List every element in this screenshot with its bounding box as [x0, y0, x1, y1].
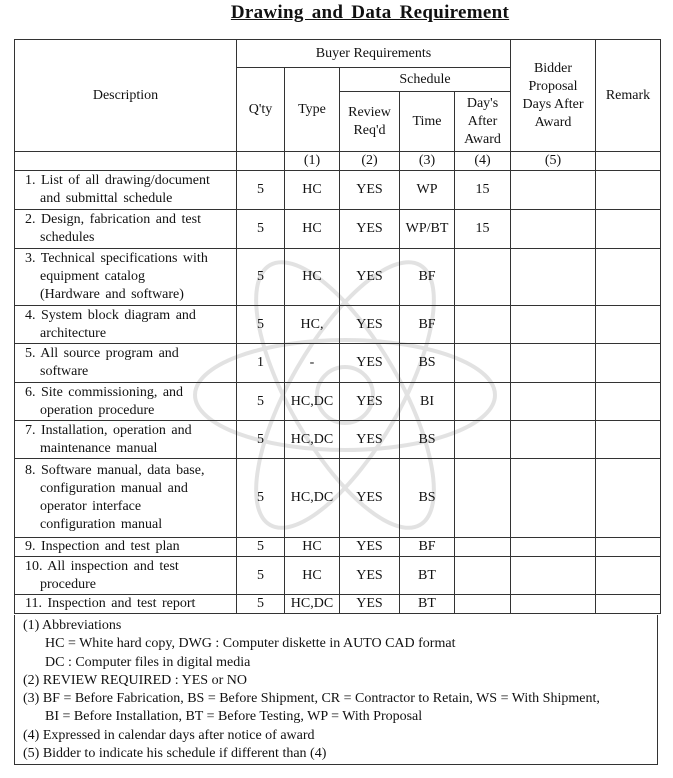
row-qty: 5 — [237, 306, 285, 344]
row-qty: 5 — [237, 595, 285, 614]
row-time: WP/BT — [400, 210, 455, 249]
note-2: (2) REVIEW REQUIRED : YES or NO — [23, 672, 247, 688]
row-remark — [596, 383, 661, 421]
row-bidder — [511, 249, 596, 306]
row-remark — [596, 595, 661, 614]
row-type: HC — [285, 249, 340, 306]
row-description — [15, 557, 237, 595]
row-time: BF — [400, 538, 455, 557]
note-3: (3) BF = Before Fabrication, BS = Before Shipment, CR = Contractor to Retain, WS = With Shipment, — [23, 691, 600, 707]
row-description — [15, 210, 237, 249]
row-type: HC, — [285, 306, 340, 344]
row-time: BS — [400, 344, 455, 383]
row-type: HC — [285, 538, 340, 557]
description-line: procedure — [40, 576, 96, 592]
header-buyer-requirements: Buyer Requirements — [237, 40, 511, 68]
col-num-2: (2) — [340, 152, 400, 171]
description-line: schedules — [40, 230, 95, 245]
table-row — [15, 557, 661, 595]
row-remark — [596, 306, 661, 344]
notes-box — [14, 615, 658, 765]
row-days — [455, 459, 511, 538]
row-bidder — [511, 595, 596, 614]
row-remark — [596, 344, 661, 383]
note-1: (1) Abbreviations — [23, 618, 122, 633]
row-review: YES — [340, 459, 400, 538]
row-description — [15, 459, 237, 538]
table-row — [15, 344, 661, 383]
description-line: operator interface — [40, 499, 142, 514]
row-bidder — [511, 344, 596, 383]
description-line: configuration manual — [40, 517, 163, 532]
col-num-1: (1) — [285, 152, 340, 171]
row-qty: 5 — [237, 249, 285, 306]
header-bidder-proposal: Bidder Proposal Days After Award — [511, 40, 596, 152]
row-days: 15 — [455, 210, 511, 249]
row-time: WP — [400, 171, 455, 210]
row-review: YES — [340, 171, 400, 210]
row-bidder — [511, 538, 596, 557]
header-description: Description — [15, 40, 237, 152]
description-line: maintenance manual — [40, 440, 158, 456]
row-days — [455, 421, 511, 459]
row-days — [455, 538, 511, 557]
col-num-3: (3) — [400, 152, 455, 171]
row-review: YES — [340, 595, 400, 614]
row-type: - — [285, 344, 340, 383]
table-row — [15, 171, 661, 210]
description-line: 10. All inspection and test — [25, 558, 179, 574]
row-type: HC,DC — [285, 421, 340, 459]
row-time: BT — [400, 557, 455, 595]
header-remark: Remark — [596, 40, 661, 152]
col-num-4: (4) — [455, 152, 511, 171]
row-qty: 5 — [237, 459, 285, 538]
col-num-blank — [15, 152, 237, 171]
row-review: YES — [340, 421, 400, 459]
row-description — [15, 383, 237, 421]
description-line: 7. Installation, operation and — [25, 422, 192, 438]
row-bidder — [511, 306, 596, 344]
row-qty: 5 — [237, 383, 285, 421]
document-title: Drawing and Data Requirement — [230, 2, 510, 23]
table-row — [15, 383, 661, 421]
table-row — [15, 210, 661, 249]
row-qty: 1 — [237, 344, 285, 383]
row-remark — [596, 538, 661, 557]
row-remark — [596, 171, 661, 210]
row-remark — [596, 557, 661, 595]
note-1-dc: DC : Computer files in digital media — [45, 654, 251, 670]
note-3-cont: BI = Before Installation, BT = Before Testing, WP = With Proposal — [45, 709, 423, 725]
row-review: YES — [340, 538, 400, 557]
col-num-5: (5) — [511, 152, 596, 171]
row-description — [15, 344, 237, 383]
row-description — [15, 171, 237, 210]
row-type: HC,DC — [285, 459, 340, 538]
row-days — [455, 595, 511, 614]
row-review: YES — [340, 210, 400, 249]
row-bidder — [511, 171, 596, 210]
note-1-hc: HC = White hard copy, DWG : Computer diskette in AUTO CAD format — [45, 636, 456, 652]
row-review: YES — [340, 557, 400, 595]
header-type: Type — [285, 68, 340, 152]
row-days — [455, 249, 511, 306]
row-time: BS — [400, 421, 455, 459]
row-review: YES — [340, 306, 400, 344]
description-line: 1. List of all drawing/document — [25, 173, 210, 188]
row-remark — [596, 210, 661, 249]
row-bidder — [511, 210, 596, 249]
row-days — [455, 344, 511, 383]
row-bidder — [511, 421, 596, 459]
row-review: YES — [340, 383, 400, 421]
table-row — [15, 459, 661, 538]
header-days-after-award: Day's After Award — [455, 92, 511, 152]
table-row — [15, 538, 661, 557]
table-row — [15, 249, 661, 306]
note-4: (4) Expressed in calendar days after notice of award — [23, 727, 315, 743]
description-line: 9. Inspection and test plan — [25, 539, 180, 554]
header-review: Review Req'd — [340, 92, 400, 152]
description-line: 5. All source program and — [25, 346, 179, 361]
row-description — [15, 538, 237, 557]
row-review: YES — [340, 344, 400, 383]
description-line: equipment catalog — [40, 269, 146, 284]
row-qty: 5 — [237, 210, 285, 249]
table-row — [15, 595, 661, 614]
description-line: and submittal schedule — [40, 191, 173, 206]
col-num-blank — [237, 152, 285, 171]
row-description — [15, 421, 237, 459]
row-bidder — [511, 383, 596, 421]
row-time: BS — [400, 459, 455, 538]
row-qty: 5 — [237, 421, 285, 459]
row-description — [15, 306, 237, 344]
row-time: BI — [400, 383, 455, 421]
header-qty: Q'ty — [237, 68, 285, 152]
row-days — [455, 383, 511, 421]
description-line: 6. Site commissioning, and — [25, 384, 184, 400]
table-body — [15, 171, 661, 614]
description-line: operation procedure — [40, 402, 155, 418]
row-remark — [596, 249, 661, 306]
row-type: HC,DC — [285, 383, 340, 421]
row-description — [15, 249, 237, 306]
row-type: HC,DC — [285, 595, 340, 614]
row-description — [15, 595, 237, 614]
description-line: 3. Technical specifications with — [25, 251, 208, 266]
description-line: software — [40, 364, 89, 379]
description-line: 4. System block diagram and — [25, 307, 196, 323]
description-line: (Hardware and software) — [40, 287, 184, 302]
description-line: architecture — [40, 325, 107, 341]
note-5: (5) Bidder to indicate his schedule if different than (4) — [23, 746, 327, 762]
row-qty: 5 — [237, 171, 285, 210]
row-type: HC — [285, 171, 340, 210]
row-remark — [596, 421, 661, 459]
row-time: BF — [400, 306, 455, 344]
row-time: BT — [400, 595, 455, 614]
col-num-blank — [596, 152, 661, 171]
row-bidder — [511, 459, 596, 538]
row-type: HC — [285, 210, 340, 249]
row-bidder — [511, 557, 596, 595]
row-qty: 5 — [237, 557, 285, 595]
table-row — [15, 421, 661, 459]
row-days — [455, 306, 511, 344]
description-line: 2. Design, fabrication and test — [25, 212, 201, 227]
table-row — [15, 306, 661, 344]
row-time: BF — [400, 249, 455, 306]
header-time: Time — [400, 92, 455, 152]
header-schedule: Schedule — [340, 68, 511, 92]
row-type: HC — [285, 557, 340, 595]
description-line: 11. Inspection and test report — [25, 596, 196, 611]
row-days — [455, 557, 511, 595]
row-qty: 5 — [237, 538, 285, 557]
row-remark — [596, 459, 661, 538]
row-review: YES — [340, 249, 400, 306]
description-line: 8. Software manual, data base, — [25, 463, 205, 478]
description-line: configuration manual and — [40, 481, 188, 496]
requirements-table — [14, 39, 661, 614]
row-days: 15 — [455, 171, 511, 210]
